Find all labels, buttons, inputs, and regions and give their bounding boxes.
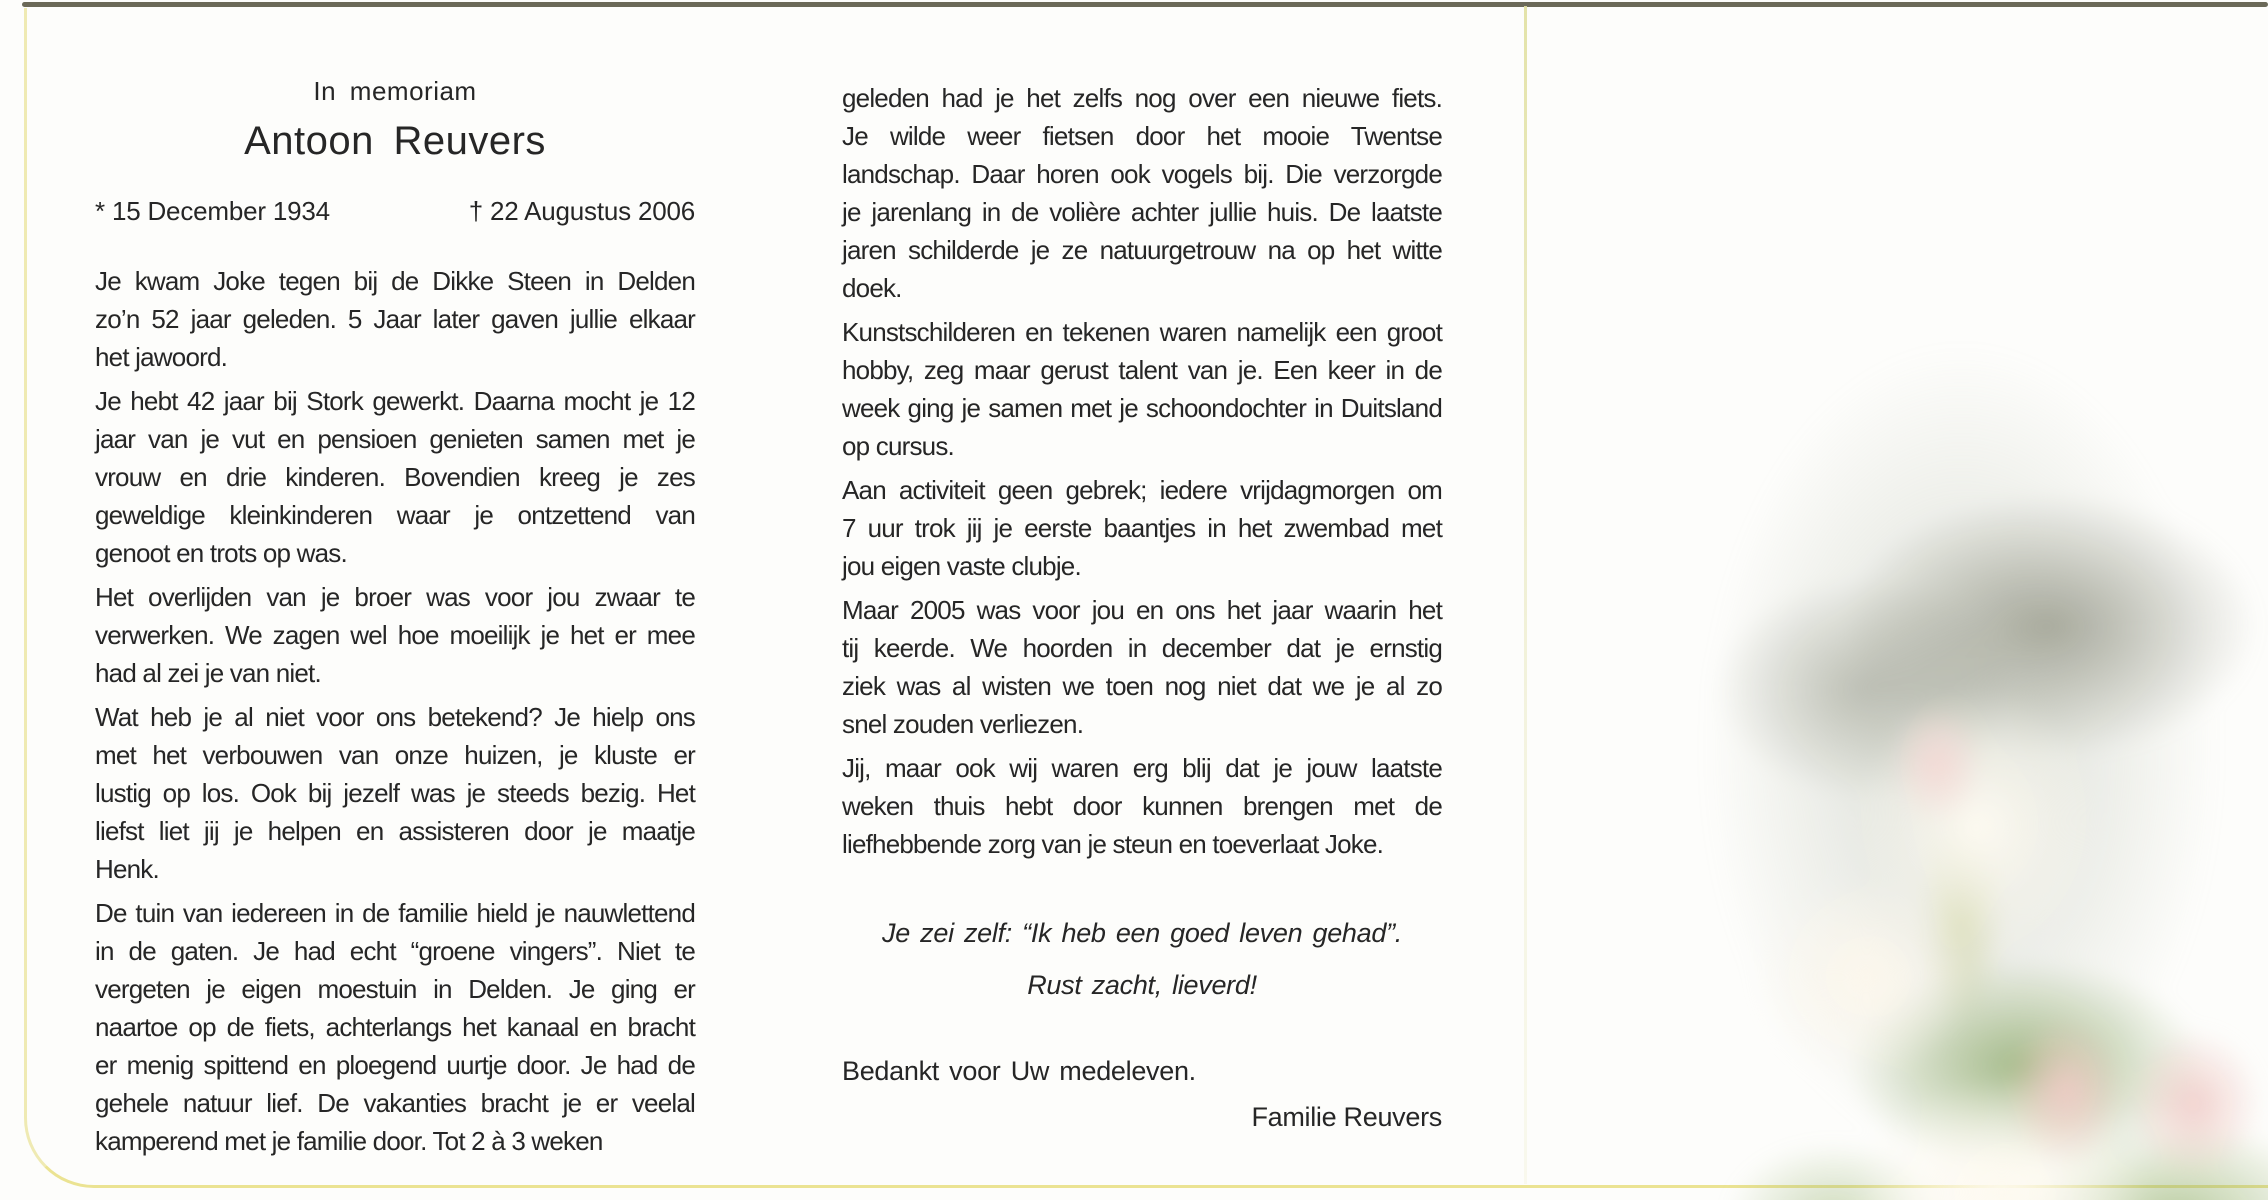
- text-line: geleden had je het zelfs nog over een nieuwe fiets.: [842, 83, 1442, 113]
- text-line: kamperend met je familie door. Tot 2 à 3 weken: [95, 1126, 603, 1156]
- text-line: Het overlijden van je broer was voor jou zwaar te: [95, 582, 695, 612]
- text-line: had al zei je van niet.: [95, 658, 321, 688]
- family-signature: Familie Reuvers: [1251, 1102, 1442, 1132]
- body-paragraph: [95, 578, 695, 692]
- text-line: vergeten je eigen moestuin in Delden. Je ging er: [95, 974, 695, 1004]
- text-line: Je hebt 42 jaar bij Stork gewerkt. Daarna mocht je 12: [95, 386, 695, 416]
- text-line: geweldige kleinkinderen waar je ontzettend van: [95, 500, 695, 530]
- left-page-text: [95, 262, 695, 1160]
- thanks-line: Bedankt voor Uw medeleven.: [842, 1056, 1196, 1086]
- text-line: op cursus.: [842, 431, 954, 461]
- text-line: gehele natuur lief. De vakanties bracht je er veelal: [95, 1088, 695, 1118]
- text-line: Wat heb je al niet voor ons betekend? Je hielp ons: [95, 702, 695, 732]
- birth-date: * 15 December 1934: [95, 196, 330, 226]
- text-line: Je kwam Joke tegen bij de Dikke Steen in Delden: [95, 266, 695, 296]
- apple-blossom-photo: [1527, 0, 2268, 1200]
- text-line: in de gaten. Je had echt “groene vingers”. Niet te: [95, 936, 695, 966]
- text-line: Je wilde weer fietsen door het mooie Twentse: [842, 121, 1442, 151]
- rest-quote: Rust zacht, lieverd!: [1027, 970, 1257, 1000]
- body-paragraph: [95, 894, 695, 1160]
- text-line: lustig op los. Ook bij jezelf was je steeds bezig. Het: [95, 778, 695, 808]
- text-line: naartoe op de fiets, achterlangs het kanaal en bracht: [95, 1012, 695, 1042]
- text-line: verwerken. We zagen wel hoe moeilijk je het er mee: [95, 620, 695, 650]
- text-line: genoot en trots op was.: [95, 538, 347, 568]
- text-line: met het verbouwen van onze huizen, je kluste er: [95, 740, 695, 770]
- text-line: het jawoord.: [95, 342, 228, 372]
- body-paragraph: [842, 79, 1442, 307]
- text-line: jou eigen vaste clubje.: [842, 551, 1081, 581]
- text-line: weken thuis hebt door kunnen brengen met de: [842, 791, 1442, 821]
- text-line: er menig spittend en ploegend uurtje door. Je had de: [95, 1050, 695, 1080]
- front-cover-panel: [1527, 0, 2268, 1200]
- text-line: ziek was al wisten we toen nog niet dat we je al zo: [842, 671, 1442, 701]
- text-line: tij keerde. We hoorden in december dat je ernstig: [842, 633, 1442, 663]
- text-line: De tuin van iedereen in de familie hield je nauwlettend: [95, 898, 695, 928]
- death-date: † 22 Augustus 2006: [468, 196, 695, 226]
- body-paragraph: [842, 591, 1442, 743]
- deceased-name: Antoon Reuvers: [244, 119, 546, 163]
- text-line: Aan activiteit geen gebrek; iedere vrijdagmorgen om: [842, 475, 1442, 505]
- body-paragraph: [95, 262, 695, 376]
- body-paragraph: [842, 471, 1442, 585]
- body-paragraph: [842, 749, 1442, 863]
- text-line: snel zouden verliezen.: [842, 709, 1084, 739]
- farewell-quote: Je zei zelf: “Ik heb een goed leven gehad”.: [882, 918, 1402, 948]
- text-line: hobby, zeg maar gerust talent van je. Een keer in de: [842, 355, 1442, 385]
- text-line: Jij, maar ook wij waren erg blij dat je jouw laatste: [842, 753, 1442, 783]
- middle-page-text: [842, 79, 1442, 863]
- text-line: 7 uur trok jij je eerste baantjes in het zwembad met: [842, 513, 1442, 543]
- text-line: week ging je samen met je schoondochter in Duitsland: [842, 393, 1442, 423]
- text-line: vrouw en drie kinderen. Bovendien kreeg je zes: [95, 462, 695, 492]
- text-line: jaar van je vut en pensioen genieten samen met je: [95, 424, 695, 454]
- text-line: Kunstschilderen en tekenen waren namelijk een groot: [842, 317, 1442, 347]
- text-line: doek.: [842, 273, 902, 303]
- text-line: je jarenlang in de volière achter jullie huis. De laatste: [842, 197, 1442, 227]
- life-dates: [95, 196, 695, 227]
- text-line: zo’n 52 jaar geleden. 5 Jaar later gaven jullie elkaar: [95, 304, 695, 334]
- text-line: landschap. Daar horen ook vogels bij. Die verzorgde: [842, 159, 1442, 189]
- text-line: liefst liet jij je helpen en assisteren door je maatje: [95, 816, 695, 846]
- body-paragraph: [95, 698, 695, 888]
- body-paragraph: [842, 313, 1442, 465]
- text-line: jaren schilderde je ze natuurgetrouw na op het witte: [842, 235, 1442, 265]
- text-line: Maar 2005 was voor jou en ons het jaar waarin het: [842, 595, 1442, 625]
- text-line: Henk.: [95, 854, 159, 884]
- text-line: liefhebbende zorg van je steun en toeverlaat Joke.: [842, 829, 1384, 859]
- body-paragraph: [95, 382, 695, 572]
- in-memoriam-label: In memoriam: [313, 76, 477, 106]
